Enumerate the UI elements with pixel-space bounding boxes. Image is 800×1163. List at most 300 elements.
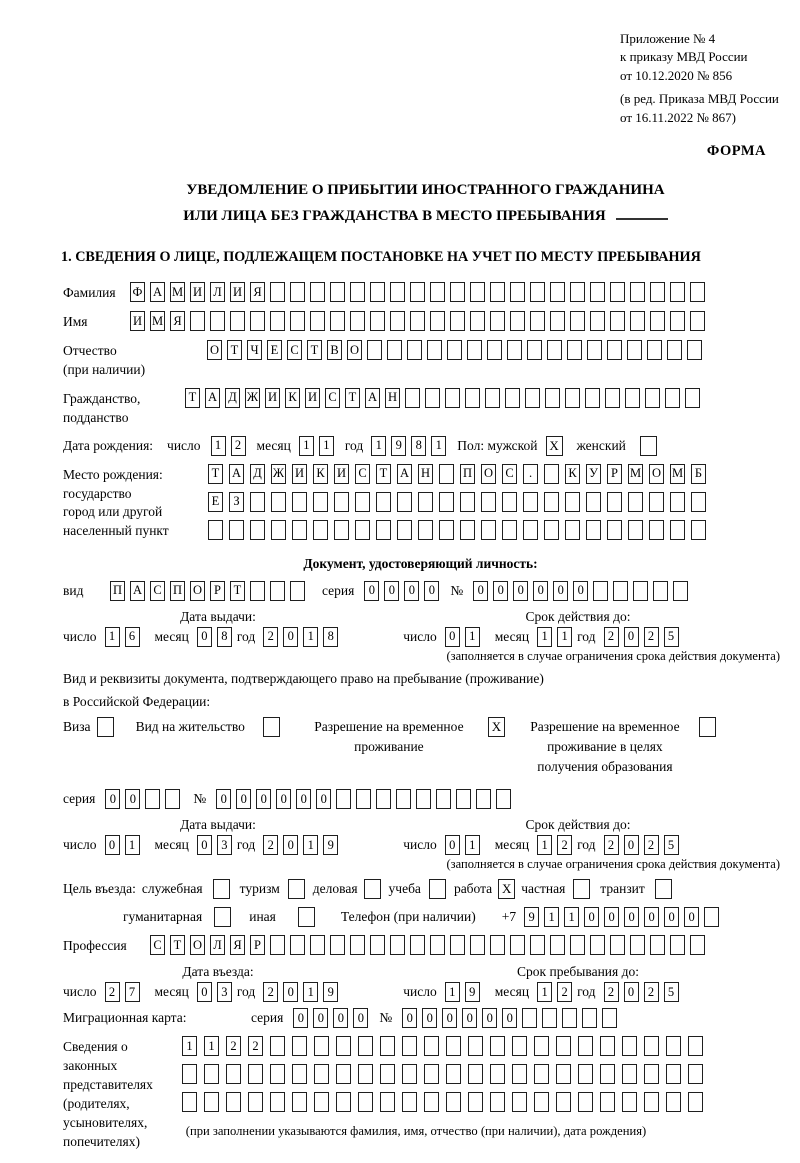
char-box[interactable] bbox=[334, 492, 349, 512]
char-box[interactable]: 2 bbox=[105, 982, 120, 1002]
char-box[interactable] bbox=[593, 581, 608, 601]
char-box[interactable] bbox=[534, 1092, 549, 1112]
char-box[interactable] bbox=[691, 492, 706, 512]
char-box[interactable]: И bbox=[130, 311, 145, 331]
visa-checkbox[interactable] bbox=[97, 717, 114, 737]
char-box[interactable]: Т bbox=[208, 464, 223, 484]
char-box[interactable]: С bbox=[287, 340, 302, 360]
char-box[interactable] bbox=[250, 492, 265, 512]
char-box[interactable]: У bbox=[586, 464, 601, 484]
char-box[interactable]: 0 bbox=[445, 627, 460, 647]
char-box[interactable]: П bbox=[110, 581, 125, 601]
char-box[interactable] bbox=[330, 282, 345, 302]
char-box[interactable]: 0 bbox=[684, 907, 699, 927]
char-box[interactable] bbox=[600, 1092, 615, 1112]
char-box[interactable]: Т bbox=[170, 935, 185, 955]
char-box[interactable] bbox=[430, 311, 445, 331]
char-box[interactable] bbox=[356, 789, 371, 809]
char-box[interactable] bbox=[396, 789, 411, 809]
char-box[interactable] bbox=[578, 1064, 593, 1084]
char-box[interactable] bbox=[424, 1092, 439, 1112]
inaya-checkbox[interactable] bbox=[298, 907, 315, 927]
char-box[interactable] bbox=[456, 789, 471, 809]
char-box[interactable]: 0 bbox=[125, 789, 140, 809]
char-box[interactable] bbox=[390, 282, 405, 302]
char-box[interactable] bbox=[650, 282, 665, 302]
char-box[interactable]: Т bbox=[376, 464, 391, 484]
char-box[interactable]: А bbox=[205, 388, 220, 408]
char-box[interactable]: Д bbox=[225, 388, 240, 408]
char-box[interactable] bbox=[367, 340, 382, 360]
char-box[interactable] bbox=[650, 935, 665, 955]
char-box[interactable]: 0 bbox=[105, 789, 120, 809]
char-box[interactable] bbox=[355, 520, 370, 540]
char-box[interactable] bbox=[467, 340, 482, 360]
char-box[interactable] bbox=[336, 1064, 351, 1084]
char-box[interactable] bbox=[358, 1036, 373, 1056]
temp-residence-education-checkbox[interactable] bbox=[699, 717, 716, 737]
char-box[interactable] bbox=[248, 1064, 263, 1084]
char-box[interactable]: 8 bbox=[411, 436, 426, 456]
char-box[interactable] bbox=[390, 311, 405, 331]
char-box[interactable] bbox=[666, 1036, 681, 1056]
char-box[interactable]: 1 bbox=[319, 436, 334, 456]
char-box[interactable] bbox=[314, 1064, 329, 1084]
char-box[interactable]: 2 bbox=[644, 627, 659, 647]
char-box[interactable]: . bbox=[523, 464, 538, 484]
char-box[interactable] bbox=[405, 388, 420, 408]
char-box[interactable]: 1 bbox=[299, 436, 314, 456]
char-box[interactable]: 0 bbox=[533, 581, 548, 601]
char-box[interactable] bbox=[290, 581, 305, 601]
char-box[interactable] bbox=[550, 282, 565, 302]
char-box[interactable]: О bbox=[190, 581, 205, 601]
char-box[interactable] bbox=[542, 1008, 557, 1028]
char-box[interactable] bbox=[310, 282, 325, 302]
char-box[interactable] bbox=[334, 520, 349, 540]
char-box[interactable] bbox=[667, 340, 682, 360]
char-box[interactable] bbox=[490, 1092, 505, 1112]
char-box[interactable] bbox=[350, 311, 365, 331]
char-box[interactable] bbox=[402, 1064, 417, 1084]
char-box[interactable] bbox=[628, 520, 643, 540]
char-box[interactable] bbox=[292, 1092, 307, 1112]
char-box[interactable]: 0 bbox=[482, 1008, 497, 1028]
char-box[interactable] bbox=[310, 935, 325, 955]
char-box[interactable]: 1 bbox=[125, 835, 140, 855]
char-box[interactable]: 9 bbox=[391, 436, 406, 456]
char-box[interactable]: И bbox=[265, 388, 280, 408]
char-box[interactable]: 0 bbox=[644, 907, 659, 927]
char-box[interactable]: 1 bbox=[537, 627, 552, 647]
char-box[interactable] bbox=[653, 581, 668, 601]
char-box[interactable]: 0 bbox=[584, 907, 599, 927]
char-box[interactable] bbox=[336, 789, 351, 809]
char-box[interactable] bbox=[292, 1064, 307, 1084]
char-box[interactable]: М bbox=[628, 464, 643, 484]
char-box[interactable] bbox=[481, 492, 496, 512]
char-box[interactable] bbox=[487, 340, 502, 360]
delovaya-checkbox[interactable] bbox=[364, 879, 381, 899]
char-box[interactable] bbox=[649, 520, 664, 540]
char-box[interactable] bbox=[670, 520, 685, 540]
char-box[interactable] bbox=[250, 311, 265, 331]
char-box[interactable] bbox=[645, 388, 660, 408]
char-box[interactable] bbox=[418, 492, 433, 512]
char-box[interactable] bbox=[510, 282, 525, 302]
char-box[interactable] bbox=[534, 1064, 549, 1084]
char-box[interactable]: С bbox=[325, 388, 340, 408]
char-box[interactable] bbox=[530, 282, 545, 302]
char-box[interactable] bbox=[666, 1064, 681, 1084]
char-box[interactable] bbox=[691, 520, 706, 540]
char-box[interactable]: Р bbox=[210, 581, 225, 601]
char-box[interactable] bbox=[424, 1064, 439, 1084]
char-box[interactable] bbox=[446, 1064, 461, 1084]
char-box[interactable]: 1 bbox=[537, 835, 552, 855]
char-box[interactable] bbox=[336, 1036, 351, 1056]
char-box[interactable] bbox=[439, 520, 454, 540]
char-box[interactable]: 9 bbox=[323, 982, 338, 1002]
char-box[interactable] bbox=[556, 1064, 571, 1084]
char-box[interactable] bbox=[534, 1036, 549, 1056]
char-box[interactable] bbox=[410, 935, 425, 955]
char-box[interactable]: 0 bbox=[236, 789, 251, 809]
char-box[interactable]: А bbox=[229, 464, 244, 484]
char-box[interactable] bbox=[439, 464, 454, 484]
char-box[interactable]: И bbox=[305, 388, 320, 408]
char-box[interactable] bbox=[622, 1036, 637, 1056]
char-box[interactable]: 0 bbox=[197, 835, 212, 855]
char-box[interactable] bbox=[270, 935, 285, 955]
char-box[interactable] bbox=[545, 388, 560, 408]
char-box[interactable]: 0 bbox=[256, 789, 271, 809]
char-box[interactable] bbox=[570, 935, 585, 955]
char-box[interactable]: 0 bbox=[513, 581, 528, 601]
char-box[interactable]: 1 bbox=[544, 907, 559, 927]
char-box[interactable] bbox=[547, 340, 562, 360]
char-box[interactable]: 0 bbox=[402, 1008, 417, 1028]
char-box[interactable] bbox=[424, 1036, 439, 1056]
char-box[interactable] bbox=[550, 935, 565, 955]
char-box[interactable] bbox=[210, 311, 225, 331]
char-box[interactable] bbox=[271, 492, 286, 512]
char-box[interactable] bbox=[510, 311, 525, 331]
char-box[interactable]: 0 bbox=[442, 1008, 457, 1028]
char-box[interactable]: 1 bbox=[465, 627, 480, 647]
char-box[interactable]: 0 bbox=[624, 982, 639, 1002]
char-box[interactable] bbox=[248, 1092, 263, 1112]
char-box[interactable] bbox=[380, 1092, 395, 1112]
char-box[interactable] bbox=[607, 520, 622, 540]
char-box[interactable] bbox=[687, 340, 702, 360]
char-box[interactable] bbox=[688, 1092, 703, 1112]
char-box[interactable]: А bbox=[365, 388, 380, 408]
char-box[interactable]: 0 bbox=[197, 982, 212, 1002]
char-box[interactable]: 0 bbox=[624, 835, 639, 855]
char-box[interactable]: 2 bbox=[557, 835, 572, 855]
char-box[interactable]: 2 bbox=[604, 835, 619, 855]
char-box[interactable] bbox=[430, 282, 445, 302]
char-box[interactable] bbox=[496, 789, 511, 809]
char-box[interactable] bbox=[644, 1036, 659, 1056]
char-box[interactable]: 1 bbox=[211, 436, 226, 456]
residence-permit-checkbox[interactable] bbox=[263, 717, 280, 737]
char-box[interactable] bbox=[292, 1036, 307, 1056]
char-box[interactable]: 2 bbox=[644, 835, 659, 855]
char-box[interactable] bbox=[670, 492, 685, 512]
chastnaya-checkbox[interactable] bbox=[573, 879, 590, 899]
char-box[interactable] bbox=[666, 1092, 681, 1112]
char-box[interactable] bbox=[407, 340, 422, 360]
char-box[interactable] bbox=[650, 311, 665, 331]
char-box[interactable] bbox=[525, 388, 540, 408]
char-box[interactable] bbox=[607, 492, 622, 512]
char-box[interactable] bbox=[512, 1036, 527, 1056]
char-box[interactable]: 8 bbox=[323, 627, 338, 647]
char-box[interactable]: Т bbox=[227, 340, 242, 360]
char-box[interactable] bbox=[505, 388, 520, 408]
char-box[interactable] bbox=[704, 907, 719, 927]
char-box[interactable]: 0 bbox=[502, 1008, 517, 1028]
char-box[interactable]: В bbox=[327, 340, 342, 360]
char-box[interactable] bbox=[587, 340, 602, 360]
char-box[interactable] bbox=[376, 789, 391, 809]
char-box[interactable] bbox=[416, 789, 431, 809]
char-box[interactable]: 1 bbox=[445, 982, 460, 1002]
char-box[interactable] bbox=[450, 311, 465, 331]
char-box[interactable]: П bbox=[170, 581, 185, 601]
char-box[interactable]: 9 bbox=[524, 907, 539, 927]
char-box[interactable]: 1 bbox=[204, 1036, 219, 1056]
char-box[interactable] bbox=[590, 282, 605, 302]
char-box[interactable] bbox=[290, 935, 305, 955]
char-box[interactable]: 2 bbox=[248, 1036, 263, 1056]
char-box[interactable] bbox=[418, 520, 433, 540]
char-box[interactable] bbox=[204, 1064, 219, 1084]
char-box[interactable]: 3 bbox=[217, 982, 232, 1002]
char-box[interactable]: 0 bbox=[624, 907, 639, 927]
char-box[interactable]: Р bbox=[250, 935, 265, 955]
char-box[interactable]: 2 bbox=[604, 627, 619, 647]
char-box[interactable] bbox=[690, 935, 705, 955]
char-box[interactable] bbox=[556, 1036, 571, 1056]
char-box[interactable]: И bbox=[190, 282, 205, 302]
char-box[interactable] bbox=[439, 492, 454, 512]
char-box[interactable]: 0 bbox=[313, 1008, 328, 1028]
char-box[interactable] bbox=[204, 1092, 219, 1112]
char-box[interactable] bbox=[292, 492, 307, 512]
char-box[interactable]: Л bbox=[210, 935, 225, 955]
char-box[interactable]: 0 bbox=[333, 1008, 348, 1028]
char-box[interactable]: С bbox=[150, 935, 165, 955]
char-box[interactable]: 0 bbox=[424, 581, 439, 601]
char-box[interactable]: Я bbox=[250, 282, 265, 302]
char-box[interactable] bbox=[430, 935, 445, 955]
char-box[interactable]: 1 bbox=[303, 835, 318, 855]
char-box[interactable]: Т bbox=[185, 388, 200, 408]
char-box[interactable]: О bbox=[649, 464, 664, 484]
char-box[interactable]: С bbox=[502, 464, 517, 484]
char-box[interactable]: 0 bbox=[353, 1008, 368, 1028]
char-box[interactable] bbox=[358, 1064, 373, 1084]
char-box[interactable] bbox=[270, 1092, 285, 1112]
tranzit-checkbox[interactable] bbox=[655, 879, 672, 899]
char-box[interactable]: 0 bbox=[604, 907, 619, 927]
char-box[interactable] bbox=[270, 1064, 285, 1084]
char-box[interactable]: 0 bbox=[105, 835, 120, 855]
char-box[interactable] bbox=[627, 340, 642, 360]
char-box[interactable] bbox=[465, 388, 480, 408]
char-box[interactable] bbox=[447, 340, 462, 360]
char-box[interactable]: 9 bbox=[465, 982, 480, 1002]
char-box[interactable] bbox=[490, 1036, 505, 1056]
temp-residence-checkbox[interactable]: X bbox=[488, 717, 505, 737]
char-box[interactable] bbox=[165, 789, 180, 809]
char-box[interactable]: Ж bbox=[271, 464, 286, 484]
char-box[interactable] bbox=[610, 311, 625, 331]
char-box[interactable] bbox=[647, 340, 662, 360]
char-box[interactable]: 1 bbox=[431, 436, 446, 456]
char-box[interactable]: С bbox=[355, 464, 370, 484]
char-box[interactable] bbox=[633, 581, 648, 601]
char-box[interactable]: Р bbox=[607, 464, 622, 484]
char-box[interactable] bbox=[397, 520, 412, 540]
char-box[interactable]: 0 bbox=[293, 1008, 308, 1028]
char-box[interactable] bbox=[380, 1036, 395, 1056]
char-box[interactable]: 9 bbox=[323, 835, 338, 855]
char-box[interactable] bbox=[570, 282, 585, 302]
char-box[interactable]: 1 bbox=[537, 982, 552, 1002]
char-box[interactable] bbox=[271, 520, 286, 540]
char-box[interactable]: 0 bbox=[462, 1008, 477, 1028]
char-box[interactable] bbox=[314, 1092, 329, 1112]
char-box[interactable] bbox=[355, 492, 370, 512]
char-box[interactable] bbox=[250, 581, 265, 601]
char-box[interactable] bbox=[313, 492, 328, 512]
char-box[interactable]: Т bbox=[345, 388, 360, 408]
char-box[interactable]: 2 bbox=[604, 982, 619, 1002]
char-box[interactable] bbox=[190, 311, 205, 331]
char-box[interactable] bbox=[145, 789, 160, 809]
char-box[interactable] bbox=[550, 311, 565, 331]
char-box[interactable] bbox=[590, 311, 605, 331]
char-box[interactable]: 1 bbox=[303, 627, 318, 647]
char-box[interactable] bbox=[410, 282, 425, 302]
char-box[interactable] bbox=[582, 1008, 597, 1028]
char-box[interactable]: 0 bbox=[283, 982, 298, 1002]
char-box[interactable] bbox=[370, 282, 385, 302]
char-box[interactable] bbox=[523, 520, 538, 540]
char-box[interactable] bbox=[690, 311, 705, 331]
char-box[interactable] bbox=[226, 1064, 241, 1084]
char-box[interactable]: 0 bbox=[445, 835, 460, 855]
char-box[interactable] bbox=[688, 1064, 703, 1084]
char-box[interactable] bbox=[336, 1092, 351, 1112]
char-box[interactable]: К bbox=[565, 464, 580, 484]
char-box[interactable] bbox=[470, 311, 485, 331]
char-box[interactable] bbox=[570, 311, 585, 331]
char-box[interactable] bbox=[544, 464, 559, 484]
char-box[interactable]: 0 bbox=[493, 581, 508, 601]
char-box[interactable] bbox=[530, 311, 545, 331]
ucheba-checkbox[interactable] bbox=[429, 879, 446, 899]
char-box[interactable] bbox=[527, 340, 542, 360]
char-box[interactable]: Н bbox=[418, 464, 433, 484]
char-box[interactable] bbox=[358, 1092, 373, 1112]
char-box[interactable] bbox=[565, 388, 580, 408]
char-box[interactable] bbox=[556, 1092, 571, 1112]
char-box[interactable] bbox=[470, 282, 485, 302]
rabota-checkbox[interactable]: X bbox=[498, 879, 515, 899]
char-box[interactable] bbox=[670, 311, 685, 331]
char-box[interactable]: П bbox=[460, 464, 475, 484]
char-box[interactable] bbox=[630, 935, 645, 955]
char-box[interactable] bbox=[402, 1036, 417, 1056]
char-box[interactable]: 6 bbox=[125, 627, 140, 647]
char-box[interactable] bbox=[630, 311, 645, 331]
char-box[interactable] bbox=[600, 1036, 615, 1056]
char-box[interactable]: 0 bbox=[296, 789, 311, 809]
char-box[interactable] bbox=[330, 311, 345, 331]
char-box[interactable] bbox=[182, 1092, 197, 1112]
char-box[interactable] bbox=[290, 311, 305, 331]
char-box[interactable] bbox=[490, 1064, 505, 1084]
char-box[interactable]: О bbox=[481, 464, 496, 484]
char-box[interactable] bbox=[387, 340, 402, 360]
char-box[interactable]: 5 bbox=[664, 835, 679, 855]
char-box[interactable]: 0 bbox=[276, 789, 291, 809]
char-box[interactable]: Я bbox=[170, 311, 185, 331]
char-box[interactable] bbox=[270, 311, 285, 331]
char-box[interactable] bbox=[610, 935, 625, 955]
char-box[interactable]: 0 bbox=[216, 789, 231, 809]
char-box[interactable] bbox=[578, 1092, 593, 1112]
female-checkbox[interactable] bbox=[640, 436, 657, 456]
char-box[interactable] bbox=[445, 388, 460, 408]
char-box[interactable]: 0 bbox=[624, 627, 639, 647]
char-box[interactable]: М bbox=[150, 311, 165, 331]
char-box[interactable]: О bbox=[190, 935, 205, 955]
char-box[interactable]: С bbox=[150, 581, 165, 601]
turizm-checkbox[interactable] bbox=[288, 879, 305, 899]
char-box[interactable] bbox=[586, 520, 601, 540]
char-box[interactable] bbox=[476, 789, 491, 809]
char-box[interactable]: 2 bbox=[231, 436, 246, 456]
char-box[interactable] bbox=[685, 388, 700, 408]
char-box[interactable] bbox=[380, 1064, 395, 1084]
char-box[interactable] bbox=[622, 1064, 637, 1084]
char-box[interactable]: Ч bbox=[247, 340, 262, 360]
char-box[interactable]: И bbox=[292, 464, 307, 484]
char-box[interactable]: Е bbox=[208, 492, 223, 512]
char-box[interactable] bbox=[485, 388, 500, 408]
char-box[interactable] bbox=[502, 520, 517, 540]
char-box[interactable]: А bbox=[397, 464, 412, 484]
char-box[interactable] bbox=[600, 1064, 615, 1084]
char-box[interactable] bbox=[507, 340, 522, 360]
char-box[interactable] bbox=[544, 492, 559, 512]
char-box[interactable] bbox=[446, 1036, 461, 1056]
char-box[interactable] bbox=[688, 1036, 703, 1056]
char-box[interactable]: 5 bbox=[664, 982, 679, 1002]
char-box[interactable]: 8 bbox=[217, 627, 232, 647]
char-box[interactable]: О bbox=[207, 340, 222, 360]
char-box[interactable] bbox=[230, 311, 245, 331]
char-box[interactable]: 2 bbox=[226, 1036, 241, 1056]
char-box[interactable] bbox=[270, 581, 285, 601]
char-box[interactable] bbox=[468, 1064, 483, 1084]
